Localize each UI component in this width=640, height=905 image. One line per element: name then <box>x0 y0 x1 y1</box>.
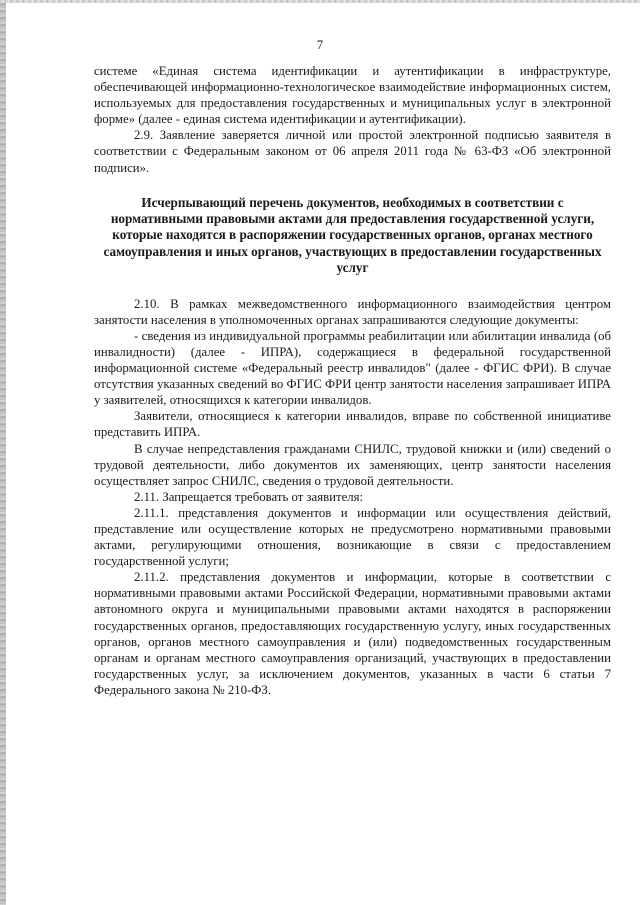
paragraph: 2.11.2. представления документов и информации, которые в соответствии с нормативными правовыми актами Российской Федерации, нормативными правовыми актами автономного округа и муниципальными правовыми актами находятся в распоряжении государственных органов, предоставляющих государственную услугу, иных государственных органов, органов местного самоуправления и (или) подведомственных государственным органам и органам местного самоуправления организаций, участвующих в предоставлении государственных услуг, за исключением документов, указанных в части 6 статьи 7 Федерального закона № 210-ФЗ. <box>94 570 611 697</box>
paragraph: 2.9. Заявление заверяется личной или простой электронной подписью заявителя в соответствии с Федеральным законом от 06 апреля 2011 года № 63-ФЗ «Об электронной подписи». <box>94 128 611 175</box>
paragraph: 2.10. В рамках межведомственного информационного взаимодействия центром занятости населения в уполномоченных органах запрашиваются следующие документы: <box>94 296 611 327</box>
paragraph: Заявители, относящиеся к категории инвалидов, вправе по собственной инициативе представить ИПРА. <box>94 409 611 440</box>
scan-top-edge <box>0 0 640 3</box>
paragraph: - сведения из индивидуальной программы реабилитации или абилитации инвалида (об инвалидности) (далее - ИПРА), содержащиеся в федеральной государственной информационной системе «Федеральный реестр инвалидов" (далее - ФГИС ФРИ). В случае отсутствия указанных сведений во ФГИС ФРИ центр занятости населения запрашивает ИПРА у заявителей, относящихся к категории инвалидов. <box>94 328 611 408</box>
document-body <box>94 63 611 698</box>
section-heading: Исчерпывающий перечень документов, необходимых в соответствии с нормативными правовыми актами для предоставления государственной услуги, которые находятся в распоряжении государственных органов, органах местного самоуправления и иных органов, участвующих в предоставлении государственных услуг <box>103 194 602 276</box>
scan-left-edge <box>0 0 6 905</box>
paragraph: 2.11. Запрещается требовать от заявителя: <box>134 489 364 504</box>
paragraph: системе «Единая система идентификации и аутентификации в инфраструктуре, обеспечивающей информационно-технологическое взаимодействие информационных систем, используемых для предоставления государственных и муниципальных услуг в электронной форме» (далее - единая система идентификации и аутентификации). <box>94 64 611 127</box>
page-number: 7 <box>316 38 324 52</box>
paragraph: 2.11.1. представления документов и информации или осуществления действий, представление или осуществление которых не предусмотрено нормативными правовыми актами, регулирующими отношения, возникающие в связи с предоставлением государственной услуги; <box>94 505 611 569</box>
paragraph: В случае непредставления гражданами СНИЛС, трудовой книжки и (или) сведений о трудовой деятельности, либо документов их заменяющих, центр занятости населения осуществляет запрос СНИЛС, сведения о трудовой деятельности. <box>94 441 611 488</box>
